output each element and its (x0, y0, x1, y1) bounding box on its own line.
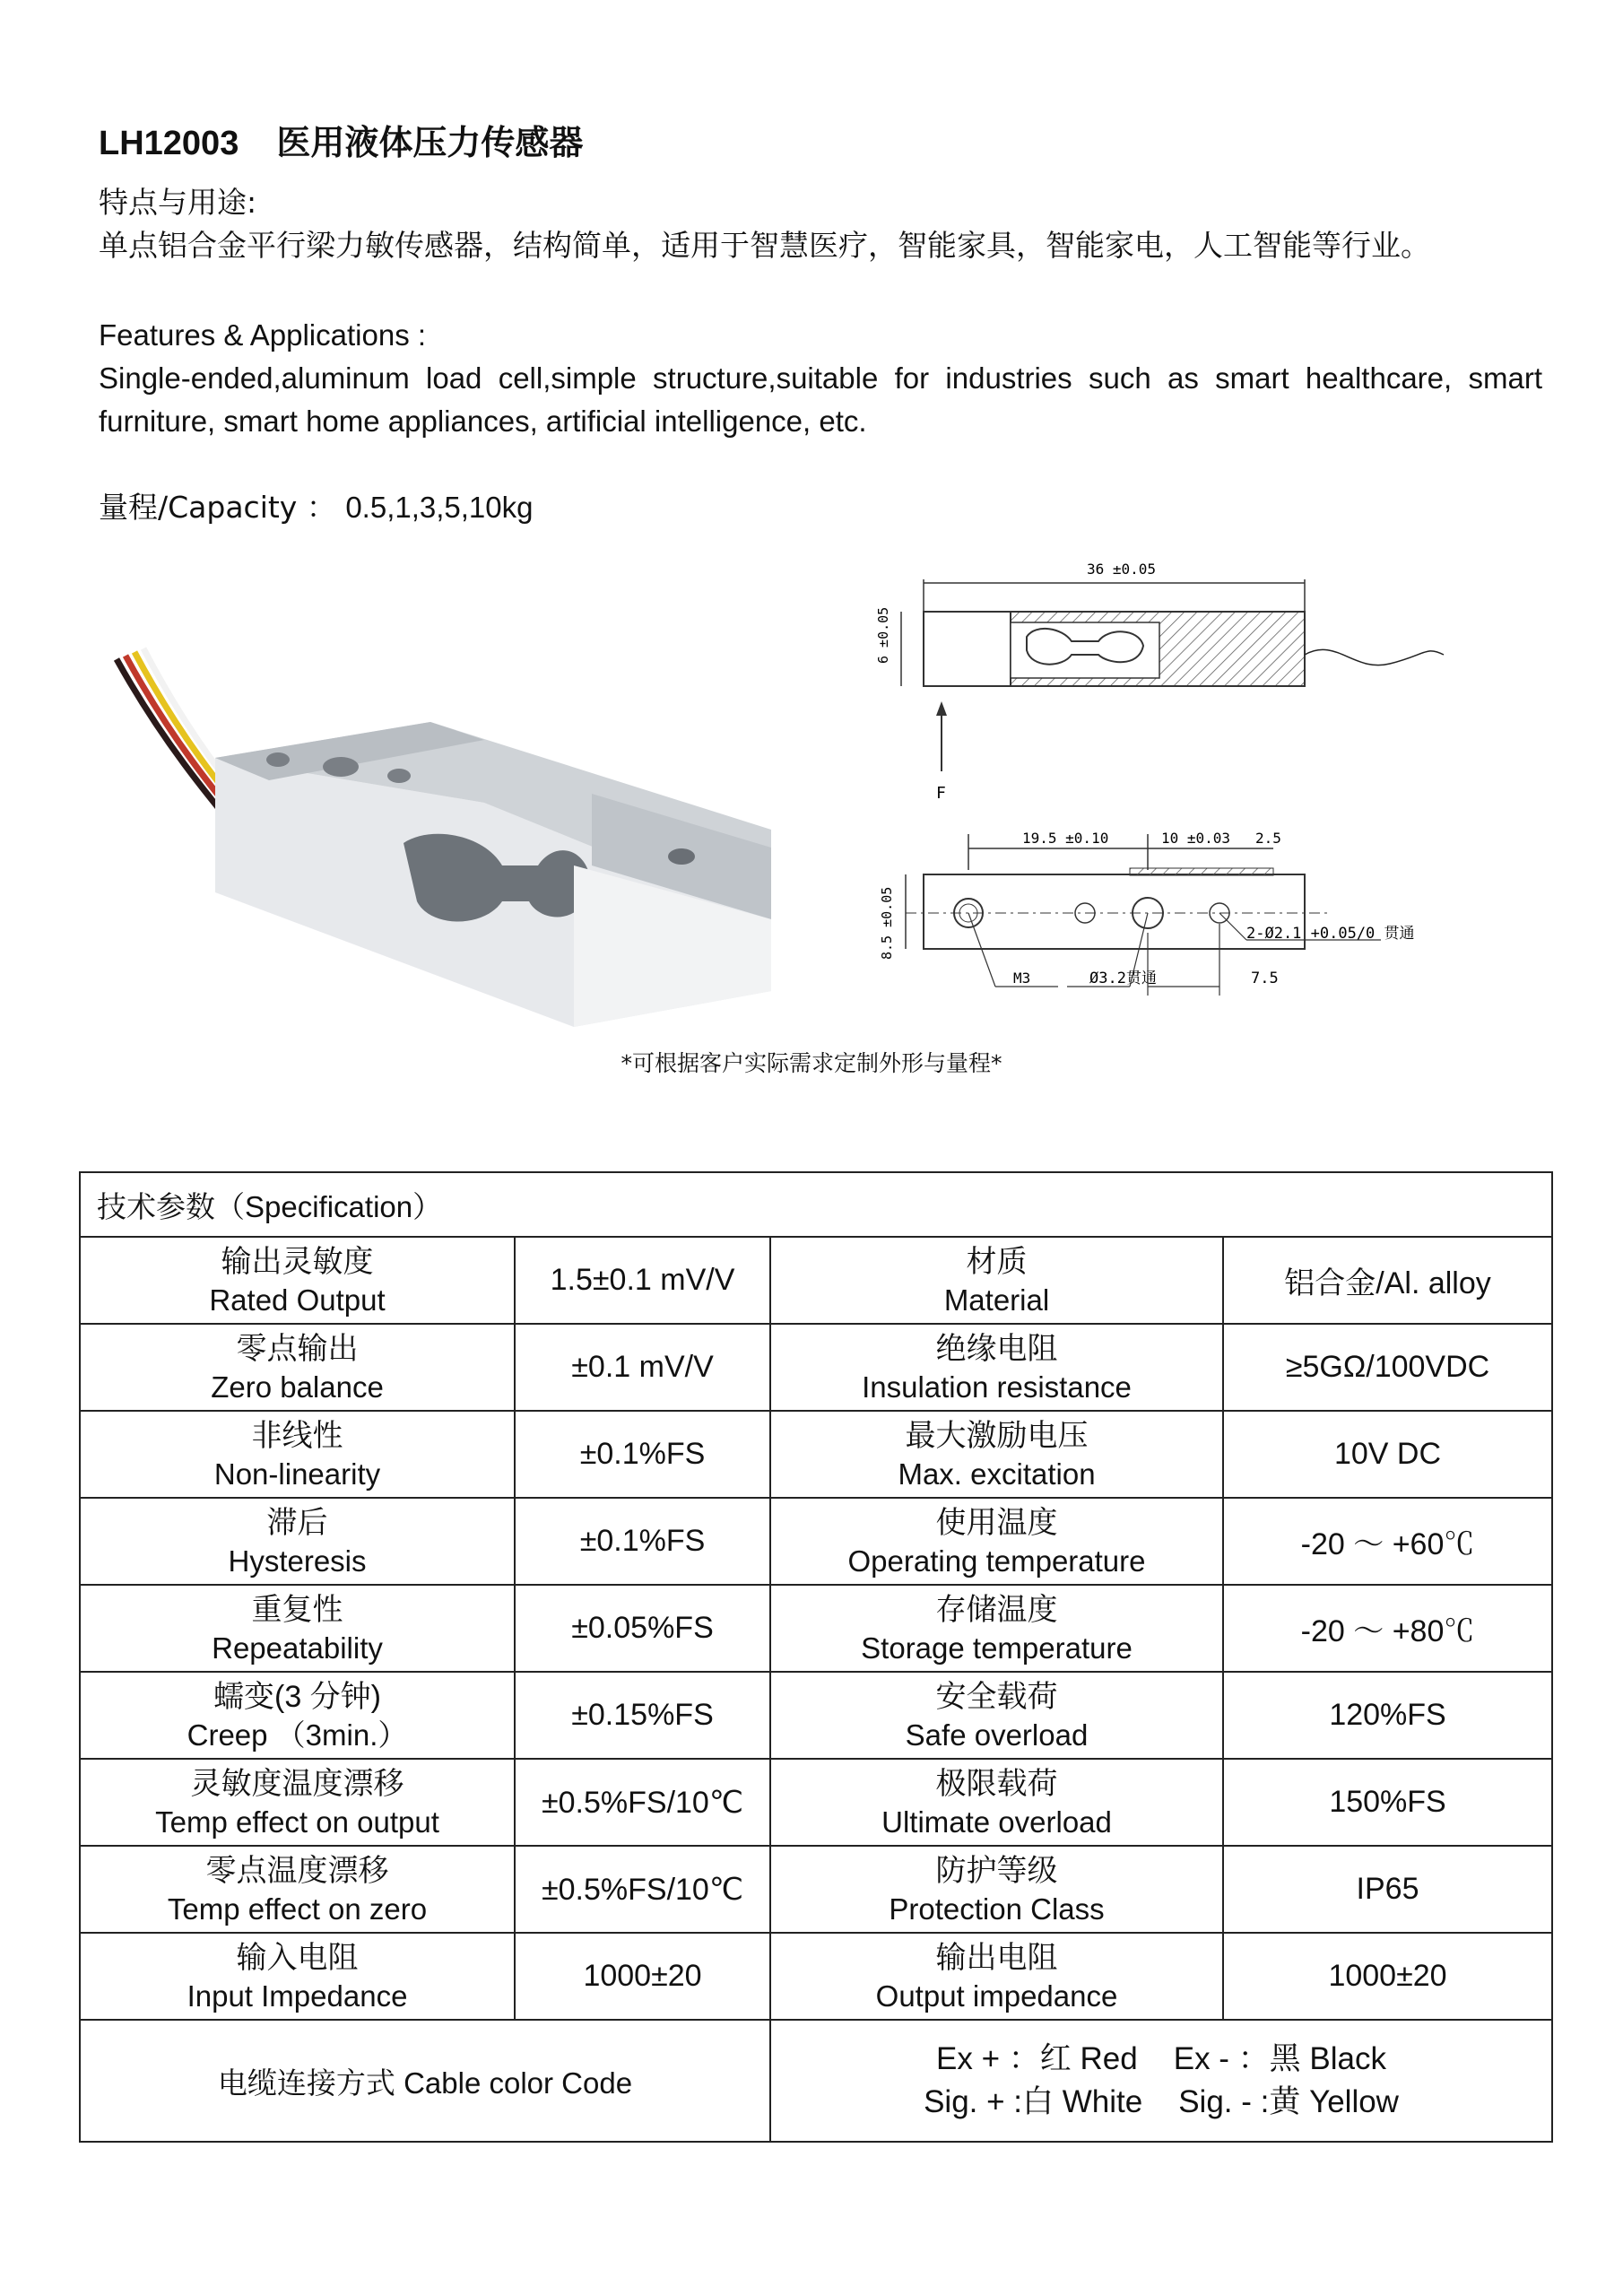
param-name-en: Creep （3min.） (187, 1718, 408, 1752)
spec-row (80, 1411, 1552, 1498)
param-name-en: Input Impedance (187, 1979, 408, 2013)
spec-param-right (770, 1324, 1223, 1411)
param-name-cn: 极限载荷 (935, 1766, 1058, 1801)
param-name-en: Material (943, 1283, 1050, 1317)
param-value: 1000±20 (1328, 1959, 1447, 1993)
cable-codes (770, 2020, 1552, 2142)
features-en-text: Single-ended,aluminum load cell,simple structure,suitable for industries such as smart healthcare, smart furniture, smart home appliances, artificial intelligence, etc. (99, 361, 1542, 438)
param-value: -20 ～ +60℃ (1300, 1527, 1475, 1561)
spec-value-right (1223, 1498, 1552, 1585)
cable-ex-plus: Ex + ：红 Red (936, 2041, 1138, 2076)
param-value: 120%FS (1329, 1698, 1446, 1732)
spec-value-right (1223, 1411, 1552, 1498)
spec-row (80, 1933, 1552, 2020)
spec-row (80, 1672, 1552, 1759)
param-name-cn: 非线性 (251, 1418, 343, 1453)
spec-value-left (515, 1933, 770, 2020)
dim-2-5: 2.5 (1255, 830, 1281, 847)
param-value: ±0.05%FS (571, 1611, 714, 1645)
param-name-en: Temp effect on zero (167, 1892, 428, 1926)
spec-param-left (80, 1846, 515, 1933)
features-en-label: Features & Applications : (99, 318, 427, 352)
param-name-cn: 零点输出 (236, 1331, 359, 1366)
spec-value-left (515, 1759, 770, 1846)
param-name-en: Non-linearity (213, 1457, 381, 1491)
cable-sig-plus: Sig. + :白 White (924, 2084, 1143, 2119)
spec-value-right (1223, 1759, 1552, 1846)
dim-6: 6 ±0.05 (875, 606, 891, 664)
spec-param-left (80, 1672, 515, 1759)
spec-param-left (80, 1324, 515, 1411)
dim-36: 36 ±0.05 (1087, 561, 1157, 578)
param-value: -20 ～ +80℃ (1300, 1614, 1475, 1648)
spec-value-left (515, 1411, 770, 1498)
spec-row (80, 1324, 1552, 1411)
param-name-cn: 零点温度漂移 (205, 1853, 389, 1888)
m3-label: M3 (1013, 970, 1031, 987)
capacity-label: 量程/Capacity ： (99, 490, 336, 525)
param-name-en: Temp effect on output (155, 1805, 439, 1839)
cable-ex-minus: Ex - ：黑 Black (1173, 2041, 1386, 2076)
dim-8-5: 8.5 ±0.05 (879, 886, 895, 960)
param-name-en: Rated Output (209, 1283, 386, 1317)
spec-param-right (770, 1759, 1223, 1846)
param-name-cn: 滞后 (266, 1505, 328, 1540)
param-value: 1.5±0.1 mV/V (550, 1263, 735, 1297)
param-name-en: Zero balance (211, 1370, 384, 1404)
param-value: ±0.1 mV/V (571, 1350, 714, 1384)
param-name-en: Output impedance (875, 1979, 1118, 2013)
param-value: 铝合金/Al. alloy (1284, 1266, 1491, 1300)
cable-row (80, 2020, 1552, 2142)
spec-param-right (770, 1933, 1223, 2020)
param-name-cn: 使用温度 (935, 1505, 1058, 1540)
param-value: 150%FS (1329, 1785, 1446, 1819)
spec-param-left (80, 1759, 515, 1846)
spec-value-left (515, 1498, 770, 1585)
spec-value-right (1223, 1585, 1552, 1672)
spec-row (80, 1498, 1552, 1585)
dim-7-5: 7.5 (1251, 970, 1279, 987)
param-name-cn: 防护等级 (935, 1853, 1058, 1888)
dim-19-5: 19.5 ±0.10 (1022, 830, 1109, 847)
spec-value-right (1223, 1324, 1552, 1411)
capacity-line (99, 486, 534, 529)
spec-param-right (770, 1498, 1223, 1585)
spec-param-right (770, 1846, 1223, 1933)
param-name-en: Protection Class (889, 1892, 1105, 1926)
spec-param-right (770, 1585, 1223, 1672)
param-value: 1000±20 (583, 1959, 702, 1993)
spec-value-right (1223, 1237, 1552, 1324)
dimension-drawing (852, 538, 1497, 1040)
param-name-cn: 安全载荷 (935, 1679, 1058, 1714)
param-name-en: Ultimate overload (881, 1805, 1112, 1839)
param-name-en: Operating temperature (847, 1544, 1146, 1578)
param-name-en: Safe overload (905, 1718, 1089, 1752)
param-name-cn: 绝缘电阻 (935, 1331, 1058, 1366)
spec-param-left (80, 1498, 515, 1585)
load-cell-photo (108, 632, 789, 1027)
spec-table (79, 1171, 1553, 2143)
param-value: IP65 (1356, 1872, 1419, 1906)
cable-sig-minus: Sig. - :黄 Yellow (1178, 2084, 1399, 2119)
spec-value-left (515, 1324, 770, 1411)
param-name-cn: 最大激励电压 (905, 1418, 1089, 1453)
param-name-cn: 重复性 (251, 1592, 343, 1627)
capacity-value: 0.5,1,3,5,10kg (345, 491, 534, 524)
param-value: ±0.1%FS (579, 1524, 706, 1558)
spec-param-left (80, 1237, 515, 1324)
param-name-cn: 存储温度 (935, 1592, 1058, 1627)
param-value: ±0.5%FS/10℃ (541, 1785, 744, 1820)
param-value: ±0.15%FS (571, 1698, 714, 1732)
spec-row (80, 1585, 1552, 1672)
param-value: 10V DC (1333, 1437, 1442, 1471)
spec-param-right (770, 1672, 1223, 1759)
param-name-en: Repeatability (212, 1631, 383, 1665)
force-label: F (936, 784, 946, 803)
spec-param-left (80, 1933, 515, 2020)
spec-param-left (80, 1411, 515, 1498)
hole-2-label: 2-Ø2.1 +0.05/0 贯通 (1246, 925, 1415, 943)
param-value: ≥5GΩ/100VDC (1285, 1350, 1490, 1384)
param-name-en: Insulation resistance (862, 1370, 1132, 1404)
spec-param-right (770, 1411, 1223, 1498)
spec-param-left (80, 1585, 515, 1672)
title-cn: 医用液体压力传感器 (276, 123, 584, 162)
param-name-en: Storage temperature (861, 1631, 1133, 1665)
param-name-cn: 材质 (966, 1244, 1028, 1279)
param-name-en: Hysteresis (228, 1544, 367, 1578)
param-value: ±0.5%FS/10℃ (541, 1872, 744, 1907)
spec-value-right (1223, 1846, 1552, 1933)
spec-title: 技术参数（Specification） (80, 1172, 1552, 1237)
model-number: LH12003 (99, 125, 239, 162)
param-value: ±0.1%FS (579, 1437, 706, 1471)
param-name-en: Max. excitation (898, 1457, 1096, 1491)
page-title (99, 115, 583, 164)
spec-value-left (515, 1846, 770, 1933)
spec-row (80, 1846, 1552, 1933)
dim-10: 10 ±0.03 (1161, 830, 1231, 847)
spec-value-left (515, 1237, 770, 1324)
spec-row (80, 1759, 1552, 1846)
param-name-cn: 灵敏度温度漂移 (190, 1766, 404, 1801)
param-name-cn: 输出电阻 (935, 1940, 1058, 1975)
custom-note: *可根据客户实际需求定制外形与量程* (621, 1050, 1002, 1076)
spec-value-right (1223, 1672, 1552, 1759)
features-cn-text: 单点铝合金平行梁力敏传感器，结构简单，适用于智慧医疗，智能家具，智能家电，人工智能等行业。 (99, 228, 1430, 263)
hole-3-2-label: Ø3.2贯通 (1089, 970, 1157, 987)
spec-value-right (1223, 1933, 1552, 2020)
cable-label: 电缆连接方式 Cable color Code (80, 2020, 770, 2142)
spec-value-left (515, 1585, 770, 1672)
spec-value-left (515, 1672, 770, 1759)
param-name-cn: 蠕变(3 分钟) (213, 1679, 381, 1714)
spec-param-right (770, 1237, 1223, 1324)
param-name-cn: 输入电阻 (236, 1940, 359, 1975)
features-cn-label: 特点与用途: (99, 185, 257, 220)
spec-row (80, 1237, 1552, 1324)
param-name-cn: 输出灵敏度 (221, 1244, 374, 1279)
